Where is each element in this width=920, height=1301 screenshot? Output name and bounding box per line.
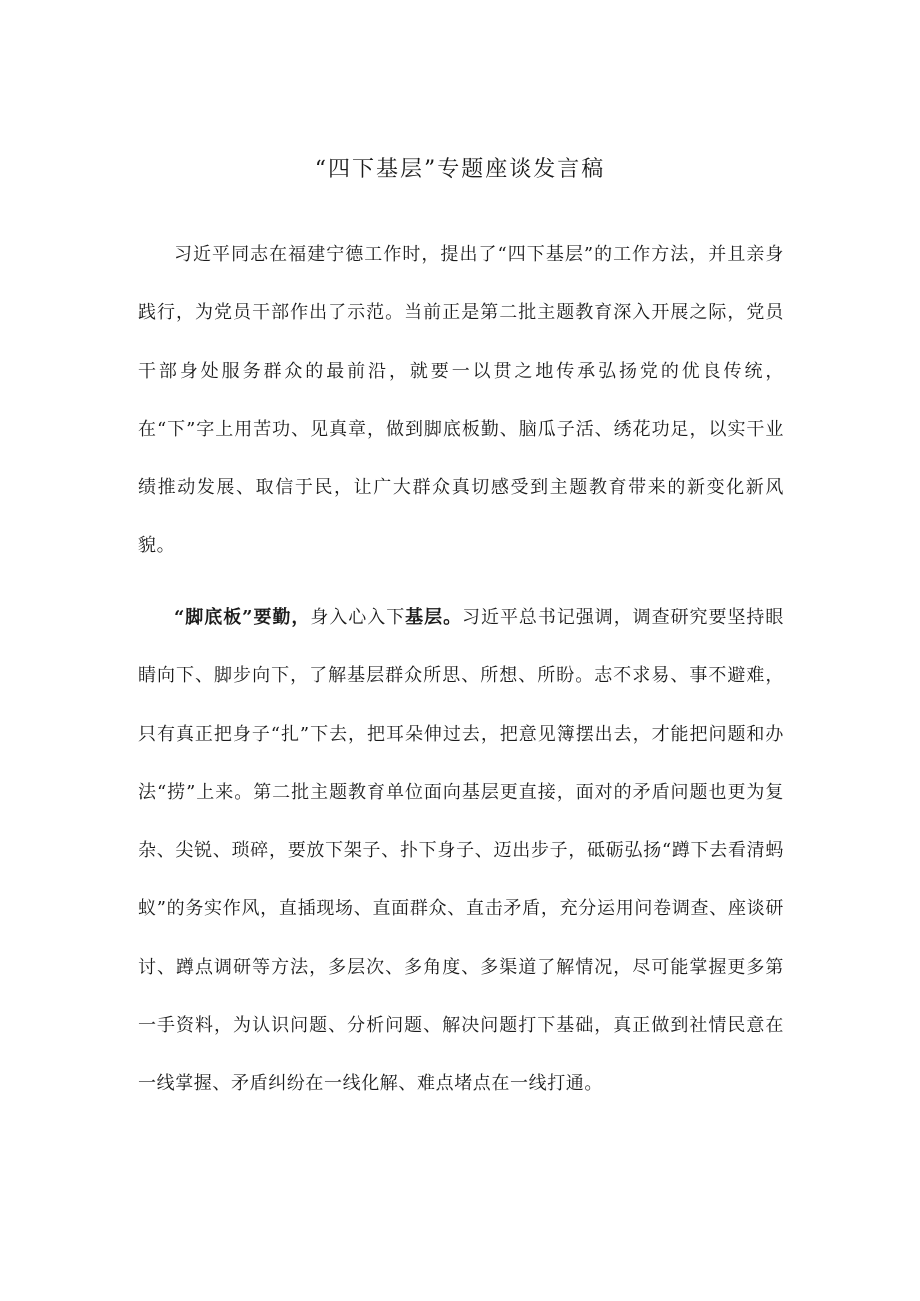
paragraph-intro: 习近平同志在福建宁德工作时，提出了“四下基层”的工作方法，并且亲身践行，为党员干部作出了示范。当前正是第二批主题教育深入开展之际，党员干部身处服务群众的最前沿，就要一以贯之地传承弘扬党的优良传统，在“下”字上用苦功、见真章，做到脚底板勤、脑瓜子活、绣花功足，以实干业绩推动发展、取信于民，让广大群众真切感受到主题教育带来的新变化新风貌。 xyxy=(138,244,784,557)
paragraph-body: 习近平总书记强调，调查研究要坚持眼睛向下、脚步向下，了解基层群众所思、所想、所盼。志不求易、事不避难，只有真正把身子“扎”下去，把耳朵伸过去，把意见簿摆出去，才能把问题和办法“捞”上来。第二批主题教育单位面向基层更直接，面对的矛盾问题也更为复杂、尖锐、琐碎，要放下架子、扑下身子、迈出步子，砥砺弘扬“蹲下去看清蚂蚁”的务实作风，直插现场、直面群众、直击矛盾，充分运用问卷调查、座谈研讨、蹲点调研等方法，多层次、多角度、多渠道了解情况，尽可能掌握更多第一手资料，为认识问题、分析问题、解决问题打下基础，真正做到社情民意在一线掌握、矛盾纠纷在一线化解、难点堵点在一线打通。 xyxy=(138,607,784,1095)
paragraph-lead-rest: 身入心入下 xyxy=(310,607,406,628)
paragraph-lead-heading: “脚底板”要勤， xyxy=(174,607,311,628)
paragraph-foot-diligent xyxy=(138,589,784,1114)
document-title: “四下基层”专题座谈发言稿 xyxy=(314,157,606,182)
paragraph-lead-heading-end: 基层。 xyxy=(405,607,463,628)
